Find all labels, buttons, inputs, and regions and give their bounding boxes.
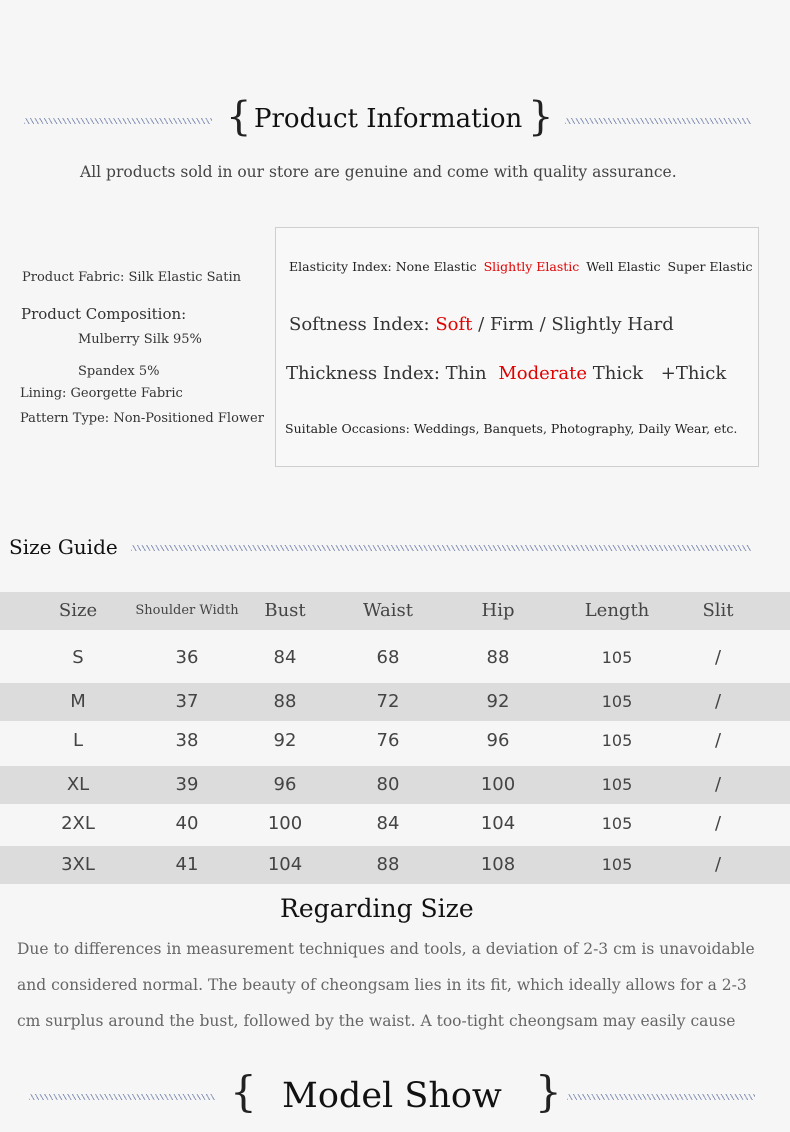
elasticity-option: Well Elastic (586, 259, 661, 274)
table-cell: XL (66, 774, 90, 795)
table-cell: 108 (480, 854, 516, 875)
table-cell: 88 (273, 691, 297, 712)
elasticity-label: Elasticity Index: (289, 259, 392, 274)
elasticity-option: None Elastic (395, 259, 477, 274)
column-header: Slit (702, 600, 734, 621)
table-row (0, 766, 790, 804)
composition-item: Mulberry Silk 95% (78, 332, 202, 347)
regarding-size-title: Regarding Size (280, 894, 474, 923)
product-composition-label: Product Composition: (21, 305, 187, 323)
table-row (0, 846, 790, 884)
table-cell: 88 (376, 854, 400, 875)
thickness-label: Thickness Index: (286, 363, 440, 384)
decorative-rule-right (565, 118, 751, 124)
table-row (0, 805, 790, 843)
table-cell: 39 (175, 774, 199, 795)
table-cell: 92 (486, 691, 510, 712)
table-cell: 104 (267, 854, 303, 875)
table-cell: L (72, 730, 84, 751)
pattern-type: Pattern Type: Non-Positioned Flower (20, 411, 264, 426)
table-header (0, 592, 790, 630)
decorative-rule-right (567, 1094, 755, 1100)
decorative-rule (131, 545, 751, 551)
table-cell: / (714, 774, 722, 795)
table-cell: 40 (175, 813, 199, 834)
thickness-option-selected: Moderate (498, 363, 587, 384)
table-cell: 105 (601, 855, 633, 874)
softness-option: Slightly Hard (551, 314, 674, 335)
regarding-size-line: cm surplus around the bust, followed by the waist. A too-tight cheongsam may easily cause (17, 1012, 736, 1030)
suitable-occasions: Suitable Occasions: Weddings, Banquets, Photography, Daily Wear, etc. (285, 421, 738, 436)
table-cell: 41 (175, 854, 199, 875)
table-cell: 3XL (61, 854, 95, 875)
table-cell: S (72, 647, 84, 668)
table-cell: 105 (601, 692, 633, 711)
table-cell: 36 (175, 647, 199, 668)
thickness-index (286, 363, 726, 384)
regarding-size-line: Due to differences in measurement techniques and tools, a deviation of 2-3 cm is unavoidable (17, 940, 755, 958)
quality-assurance-note: All products sold in our store are genuine and come with quality assurance. (80, 163, 677, 181)
product-fabric: Product Fabric: Silk Elastic Satin (22, 270, 242, 285)
table-cell: 96 (486, 730, 510, 751)
column-header: Waist (363, 600, 413, 621)
product-information-title: Product Information (254, 104, 523, 134)
softness-option: / Firm / (478, 314, 546, 335)
softness-label: Softness Index: (289, 314, 430, 335)
table-cell: / (714, 730, 722, 751)
table-cell: / (714, 854, 722, 875)
lining: Lining: Georgette Fabric (20, 386, 183, 401)
table-cell: 76 (376, 730, 400, 751)
elasticity-index (289, 259, 752, 274)
right-brace: } (535, 1067, 562, 1116)
table-cell: 96 (273, 774, 297, 795)
column-header: Hip (481, 600, 515, 621)
table-row (0, 722, 790, 760)
table-cell: / (714, 813, 722, 834)
table-cell: 104 (480, 813, 516, 834)
softness-index (289, 314, 674, 335)
model-show-title: Model Show (282, 1076, 502, 1116)
column-header: Length (584, 600, 650, 621)
right-brace: } (528, 94, 554, 140)
table-cell: 38 (175, 730, 199, 751)
left-brace: { (226, 94, 252, 140)
elasticity-option: Super Elastic (667, 259, 753, 274)
table-cell: 88 (486, 647, 510, 668)
composition-item: Spandex 5% (78, 364, 160, 379)
table-cell: 100 (267, 813, 303, 834)
thickness-option: Thin (445, 363, 487, 384)
thickness-option: +Thick (660, 363, 727, 384)
left-brace: { (230, 1067, 257, 1116)
elasticity-option-selected: Slightly Elastic (483, 259, 580, 274)
table-cell: M (70, 691, 86, 712)
table-row (0, 639, 790, 677)
decorative-rule-left (24, 118, 212, 124)
table-cell: 100 (480, 774, 516, 795)
table-cell: 68 (376, 647, 400, 668)
decorative-rule-left (29, 1094, 215, 1100)
table-cell: 2XL (61, 813, 95, 834)
fabric-index-box (275, 227, 759, 467)
table-cell: 92 (273, 730, 297, 751)
table-cell: 105 (601, 731, 633, 750)
table-cell: 84 (273, 647, 297, 668)
table-cell: / (714, 691, 722, 712)
size-guide-title: Size Guide (9, 535, 118, 559)
softness-option-selected: Soft (435, 314, 473, 335)
table-cell: 105 (601, 814, 633, 833)
column-header: Bust (264, 600, 306, 621)
table-cell: 84 (376, 813, 400, 834)
table-cell: 80 (376, 774, 400, 795)
table-cell: 105 (601, 775, 633, 794)
table-cell: 105 (601, 648, 633, 667)
table-cell: / (714, 647, 722, 668)
table-cell: 72 (376, 691, 400, 712)
regarding-size-line: and considered normal. The beauty of cheongsam lies in its fit, which ideally allows for a 2-3 (17, 976, 747, 994)
column-header: Size (58, 600, 98, 621)
table-row (0, 683, 790, 721)
table-cell: 37 (175, 691, 199, 712)
column-header: Shoulder Width (135, 603, 239, 618)
thickness-option: Thick (592, 363, 644, 384)
